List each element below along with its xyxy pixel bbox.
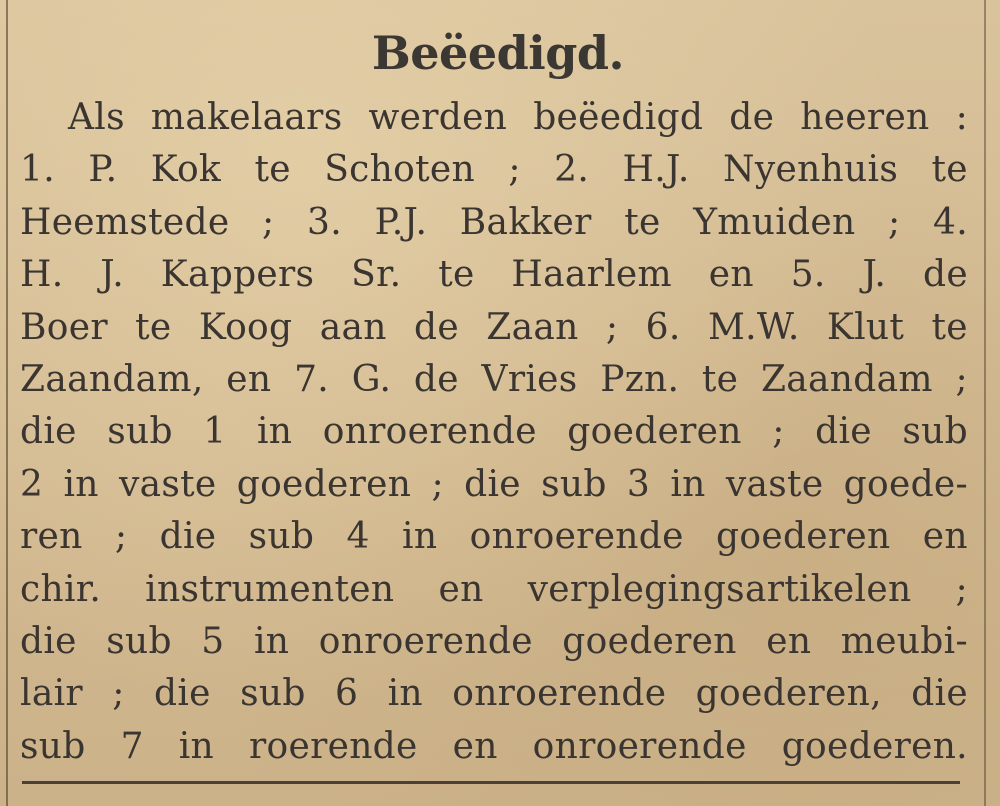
article-word: beëedigd bbox=[533, 97, 704, 138]
article-word: ; bbox=[955, 358, 968, 400]
article-word: werden bbox=[368, 97, 508, 138]
article-word: meubi- bbox=[840, 620, 968, 662]
article-line bbox=[20, 459, 968, 511]
article-word: ; bbox=[431, 463, 444, 505]
article-line bbox=[20, 302, 968, 354]
article-word: ; bbox=[262, 201, 275, 243]
article-word: 7. bbox=[294, 358, 330, 400]
article-word: ren bbox=[20, 516, 83, 558]
article-word: Bakker bbox=[459, 201, 592, 243]
article-word: die bbox=[464, 463, 521, 505]
article-word: te bbox=[254, 149, 291, 191]
article-line bbox=[20, 721, 968, 773]
article-word: 3. bbox=[307, 201, 342, 243]
article-word: Ymuiden bbox=[693, 201, 856, 243]
article-word: G. bbox=[351, 358, 392, 400]
article-word: die bbox=[815, 411, 872, 453]
article-word: M.W. bbox=[707, 306, 800, 348]
article-word: Haarlem bbox=[511, 254, 672, 296]
article-line bbox=[20, 249, 968, 301]
article-word: goederen bbox=[716, 516, 891, 558]
article-word: 1. bbox=[20, 149, 55, 191]
article-line bbox=[20, 144, 968, 196]
article-headline: Beëedigd. bbox=[371, 26, 625, 80]
article-word: onroerende bbox=[469, 516, 684, 558]
article-line bbox=[20, 92, 968, 144]
article-word: de bbox=[413, 358, 459, 400]
article-word: goederen bbox=[236, 463, 412, 505]
article-word: Nyenhuis bbox=[723, 149, 899, 191]
article-word: en bbox=[922, 516, 968, 558]
article-word: Als bbox=[68, 97, 125, 138]
article-word: lair bbox=[20, 673, 83, 715]
article-word: onroerende bbox=[532, 725, 747, 767]
article-word: H.J. bbox=[622, 149, 690, 191]
article-word: sub bbox=[541, 463, 607, 505]
article-word: 4 bbox=[346, 516, 370, 558]
article-word: chir. bbox=[20, 568, 102, 610]
article-word: 6. bbox=[645, 306, 681, 348]
article-word: Pzn. bbox=[600, 358, 680, 400]
article-word: in bbox=[402, 516, 438, 558]
column-border-left bbox=[6, 0, 8, 806]
article bbox=[20, 20, 968, 773]
article-word: ; bbox=[508, 149, 521, 191]
article-word: te bbox=[931, 306, 968, 348]
article-word: ; bbox=[772, 411, 785, 453]
article-word: en bbox=[452, 725, 498, 767]
article-word: die bbox=[159, 516, 217, 558]
article-line bbox=[20, 197, 968, 249]
article-word: in bbox=[670, 463, 706, 505]
closing-rule bbox=[22, 781, 960, 784]
article-word: Heemstede bbox=[20, 201, 230, 243]
article-word: in bbox=[63, 463, 99, 505]
article-word: instrumenten bbox=[145, 568, 395, 610]
article-word: ; bbox=[114, 516, 128, 558]
article-word: 3 bbox=[626, 463, 651, 505]
article-word: onroerende bbox=[322, 411, 537, 453]
article-word: makelaars bbox=[150, 97, 343, 138]
article-word: Kok bbox=[150, 149, 222, 191]
article-word: sub bbox=[248, 516, 315, 558]
article-word: P.J. bbox=[374, 201, 428, 243]
article-line bbox=[20, 564, 968, 616]
article-word: Zaan bbox=[486, 306, 579, 348]
article-word: die bbox=[20, 411, 77, 453]
article-word: die bbox=[20, 620, 77, 662]
article-word: Zaandam, bbox=[20, 358, 204, 400]
article-word: Sr. bbox=[351, 254, 402, 296]
article-word: 2 bbox=[20, 463, 44, 505]
article-word: 5. bbox=[790, 254, 826, 296]
article-word: 2. bbox=[554, 149, 590, 191]
article-body bbox=[20, 92, 968, 773]
article-word: goederen, bbox=[695, 673, 882, 715]
article-word: die bbox=[154, 673, 211, 715]
article-line bbox=[20, 406, 968, 458]
article-word: sub bbox=[106, 620, 172, 662]
article-word: sub bbox=[107, 411, 173, 453]
article-word: roerende bbox=[249, 725, 418, 767]
article-word: te bbox=[701, 358, 739, 400]
article-word: 4. bbox=[933, 201, 968, 243]
column-border-right bbox=[984, 0, 986, 806]
article-word: onroerende bbox=[318, 620, 533, 662]
article-line bbox=[20, 616, 968, 668]
article-word: J. bbox=[862, 254, 887, 296]
article-word: te bbox=[438, 254, 475, 296]
article-word: in bbox=[178, 725, 215, 767]
article-word: sub bbox=[20, 725, 86, 767]
article-word: J. bbox=[100, 254, 124, 296]
article-word: in bbox=[253, 620, 290, 662]
article-word: en bbox=[766, 620, 812, 662]
article-word: te bbox=[624, 201, 661, 243]
article-word: 7 bbox=[120, 725, 144, 767]
article-word: P. bbox=[88, 149, 118, 191]
article-word: Boer bbox=[20, 306, 108, 348]
article-word: ; bbox=[605, 306, 619, 348]
article-word: vaste bbox=[118, 463, 217, 505]
article-word: de bbox=[414, 306, 459, 348]
article-word: te bbox=[135, 306, 172, 348]
article-word: : bbox=[955, 97, 968, 138]
article-word: goederen bbox=[567, 411, 742, 453]
article-word: Schoten bbox=[324, 149, 475, 191]
article-word: ; bbox=[955, 568, 968, 610]
article-word: 5 bbox=[201, 620, 225, 662]
article-line bbox=[20, 668, 968, 720]
article-word: Klut bbox=[826, 306, 905, 348]
article-line bbox=[20, 354, 968, 406]
article-word: goede- bbox=[843, 463, 968, 505]
article-word: verplegingsartikelen bbox=[527, 568, 912, 610]
article-word: goederen bbox=[562, 620, 737, 662]
article-word: de bbox=[729, 97, 775, 138]
article-word: Kappers bbox=[160, 254, 315, 296]
article-word: 6 bbox=[335, 673, 359, 715]
article-word: heeren bbox=[800, 97, 930, 138]
article-word: te bbox=[931, 149, 968, 191]
article-word: Zaandam bbox=[760, 358, 933, 400]
article-word: en bbox=[226, 358, 272, 400]
article-word: Vries bbox=[481, 358, 578, 400]
article-word: sub bbox=[240, 673, 306, 715]
article-word: onroerende bbox=[452, 673, 667, 715]
article-word: in bbox=[256, 411, 293, 453]
article-word: en bbox=[438, 568, 484, 610]
article-word: H. bbox=[20, 254, 64, 296]
article-word: goederen. bbox=[781, 725, 968, 767]
article-word: 1 bbox=[203, 411, 227, 453]
article-word: ; bbox=[888, 201, 901, 243]
article-word: sub bbox=[902, 411, 968, 453]
article-word: ; bbox=[112, 673, 125, 715]
article-word: in bbox=[387, 673, 423, 715]
article-word: Koog bbox=[198, 306, 293, 348]
article-word: de bbox=[922, 254, 968, 296]
article-word: die bbox=[911, 673, 968, 715]
article-word: en bbox=[708, 254, 754, 296]
article-line bbox=[20, 511, 968, 563]
article-word: aan bbox=[319, 306, 387, 348]
article-word: vaste bbox=[725, 463, 824, 505]
